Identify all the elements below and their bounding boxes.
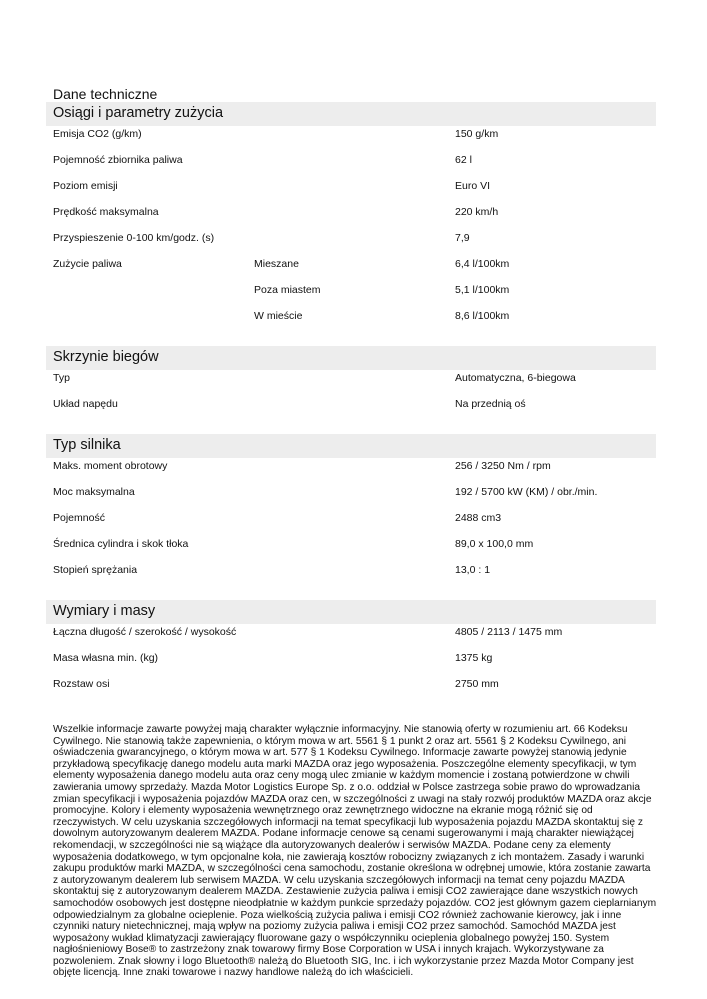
spec-row bbox=[53, 154, 653, 170]
spec-sublabel: Poza miastem bbox=[254, 284, 321, 296]
spec-label: Zużycie paliwa bbox=[53, 258, 122, 270]
spec-value: Automatyczna, 6-biegowa bbox=[455, 372, 576, 384]
spec-value: 8,6 l/100km bbox=[455, 310, 510, 322]
spec-label: Stopień sprężania bbox=[53, 564, 138, 576]
section-header-performance bbox=[46, 102, 656, 126]
spec-row bbox=[53, 310, 653, 326]
section-title: Skrzynie biegów bbox=[53, 349, 159, 365]
spec-label: Łączna długość / szerokość / wysokość bbox=[53, 626, 237, 638]
section-header-gearbox bbox=[46, 346, 656, 370]
spec-label: Pojemność zbiornika paliwa bbox=[53, 154, 183, 166]
spec-label: Maks. moment obrotowy bbox=[53, 460, 168, 472]
spec-value: 7,9 bbox=[455, 232, 470, 244]
spec-value: 256 / 3250 Nm / rpm bbox=[455, 460, 551, 472]
section-header-engine bbox=[46, 434, 656, 458]
spec-label: Typ bbox=[53, 372, 70, 384]
spec-row bbox=[53, 460, 653, 476]
spec-label: Masa własna min. (kg) bbox=[53, 652, 159, 664]
spec-label: Prędkość maksymalna bbox=[53, 206, 159, 218]
spec-row bbox=[53, 284, 653, 300]
spec-row bbox=[53, 372, 653, 388]
spec-value: 13,0 : 1 bbox=[455, 564, 491, 576]
section-title: Wymiary i masy bbox=[53, 603, 156, 619]
spec-row bbox=[53, 652, 653, 668]
section-header-dimensions bbox=[46, 600, 656, 624]
spec-row bbox=[53, 180, 653, 196]
spec-row bbox=[53, 486, 653, 502]
spec-row bbox=[53, 512, 653, 528]
spec-row bbox=[53, 538, 653, 554]
spec-value: 2750 mm bbox=[455, 678, 499, 690]
document-title: Dane techniczne bbox=[53, 86, 158, 102]
spec-label: Przyspieszenie 0-100 km/godz. (s) bbox=[53, 232, 215, 244]
spec-value: Euro VI bbox=[455, 180, 491, 192]
spec-label: Układ napędu bbox=[53, 398, 118, 410]
spec-row bbox=[53, 678, 653, 694]
spec-row bbox=[53, 564, 653, 580]
spec-row bbox=[53, 128, 653, 144]
spec-value: 150 g/km bbox=[455, 128, 499, 140]
legal-disclaimer: Wszelkie informacje zawarte powyżej mają charakter wyłącznie informacyjny. Nie stanowią oferty w rozumieniu art. 66 Kodeksu Cywilnego. Nie stanowią także zapewnienia, o którym mowa w art. 5561 § 1 punkt 2 oraz art. 5561 § 2 Kodeksu Cywilnego, ani oświadczenia gwarancyjnego, o którym mowa w art. 577 § 1 Kodeksu Cywilnego. Informacje zawarte powyżej stanowią jedynie przykładową specyfikację danego modelu auta marki MAZDA oraz jego wyposażenia. Poszczególne elementy specyfikacji, w tym elementy wyposażenia danego modelu auta oraz ceny mogą ulec zmianie w każdym momencie i zostaną potwierdzone w chwili zawierania umowy sprzedaży. Mazda Motor Logistics Europe Sp. z o.o. oddział w Polsce zastrzega sobie prawo do wprowadzania zmian specyfikacji i wyposażenia pojazdów MAZDA oraz cen, w szczególności z uwagi na stały rozwój produktów MAZDA oraz akcje promocyjne. Kolory i elementy wyposażenia wewnętrznego oraz zewnętrznego widoczne na ekranie mogą różnić się od rzeczywistych. W celu uzyskania szczegółowych informacji na temat specyfikacji lub wyposażenia pojazdu MAZDA skontaktuj się z dowolnym autoryzowanym dealerem MAZDA. Podane informacje cenowe są cenami sugerowanymi i mają charakter niewiążącej rekomendacji, w szczególności nie są wiążące dla autoryzowanych dealerów i serwisów MAZDA. Podane ceny za elementy wyposażenia dodatkowego, w tym opcjonalne koła, nie zawierają kosztów robocizny związanych z ich montażem. Zasady i warunki zakupu produktów marki MAZDA, w szczególności cena samochodu, zostanie określona w odrębnej umowie, która zostanie zawarta z autoryzowanym dealerem lub serwisem MAZDA. W celu uzyskania szczegółowych informacji na temat ceny pojazdu MAZDA skontaktuj się z autoryzowanym dealerem MAZDA. Zestawienie zużycia paliwa i emisji CO2 zawierające dane wszystkich nowych samochodów osobowych jest dostępne nieodpłatnie w każdym punkcie sprzedaży pojazdów. CO2 jest głównym gazem cieplarnianym odpowiedzialnym za globalne ocieplenie. Poza wielkością zużycia paliwa i emisji CO2 również zachowanie kierowcy, jak i inne czynniki natury nietechnicznej, mają wpływ na poziomy zużycia paliwa i emisji CO2 przez samochód. Samochód MAZDA jest wyposażony wukład klimatyzacji zawierający fluorowane gazy o współczynniku ocieplenia globalnego powyżej 150. System nagłośnieniowy Bose® to zastrzeżony znak towarowy firmy Bose Corporation w USA i innych krajach. Wykorzystywane za pozwoleniem. Znak słowny i logo Bluetooth® należą do Bluetooth SIG, Inc. i ich wykorzystanie przez Mazda Motor Company jest objęte licencją. Inne znaki towarowe i nazwy handlowe należą do ich właścicieli. bbox=[53, 724, 657, 979]
section-title: Osiągi i parametry zużycia bbox=[53, 105, 224, 121]
spec-row bbox=[53, 258, 653, 274]
spec-label: Moc maksymalna bbox=[53, 486, 135, 498]
spec-row bbox=[53, 626, 653, 642]
spec-row bbox=[53, 232, 653, 248]
spec-label: Rozstaw osi bbox=[53, 678, 110, 690]
spec-value: 4805 / 2113 / 1475 mm bbox=[455, 626, 563, 638]
spec-row bbox=[53, 398, 653, 414]
spec-value: 89,0 x 100,0 mm bbox=[455, 538, 534, 550]
spec-sublabel: W mieście bbox=[254, 310, 303, 322]
spec-label: Poziom emisji bbox=[53, 180, 118, 192]
spec-row bbox=[53, 206, 653, 222]
spec-value: 192 / 5700 kW (KM) / obr./min. bbox=[455, 486, 598, 498]
spec-label: Pojemność bbox=[53, 512, 105, 524]
spec-value: 6,4 l/100km bbox=[455, 258, 510, 270]
spec-sublabel: Mieszane bbox=[254, 258, 299, 270]
spec-value: 5,1 l/100km bbox=[455, 284, 510, 296]
spec-label: Średnica cylindra i skok tłoka bbox=[53, 538, 189, 550]
section-title: Typ silnika bbox=[53, 437, 121, 453]
spec-value: Na przednią oś bbox=[455, 398, 526, 410]
spec-label: Emisja CO2 (g/km) bbox=[53, 128, 142, 140]
spec-value: 220 km/h bbox=[455, 206, 499, 218]
spec-value: 1375 kg bbox=[455, 652, 493, 664]
spec-value: 2488 cm3 bbox=[455, 512, 502, 524]
spec-value: 62 l bbox=[455, 154, 472, 166]
